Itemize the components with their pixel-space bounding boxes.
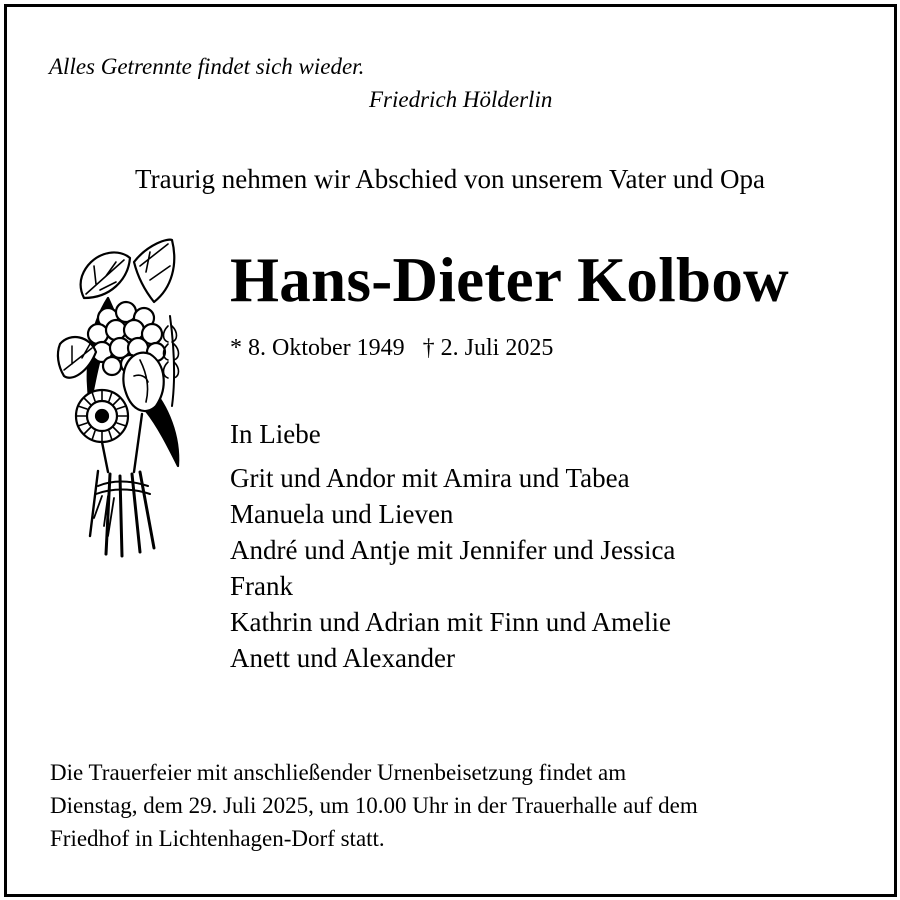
quote-text: Alles Getrennte findet sich wieder.: [49, 54, 365, 79]
ceremony-line: Dienstag, dem 29. Juli 2025, um 10.00 Uhr in der Trauerhalle auf dem: [50, 793, 698, 818]
love-line: In Liebe: [230, 419, 321, 449]
mourner-entry: Frank: [230, 571, 293, 601]
intro-text: Traurig nehmen wir Abschied von unserem Vater und Opa: [135, 164, 765, 194]
mourner-entry: Kathrin und Adrian mit Finn und Amelie: [230, 607, 671, 637]
life-dates: * 8. Oktober 1949 † 2. Juli 2025: [230, 335, 554, 361]
ceremony-line: Die Trauerfeier mit anschließender Urnenbeisetzung findet am: [50, 760, 627, 785]
mourner-entry: André und Antje mit Jennifer und Jessica: [230, 535, 676, 565]
flower-bouquet-icon: [50, 236, 200, 566]
quote-author: Friedrich Hölderlin: [369, 87, 553, 112]
mourner-entry: Manuela und Lieven: [230, 499, 454, 529]
mourners-list: [230, 460, 675, 676]
ceremony-info: [50, 756, 870, 855]
ceremony-line: Friedhof in Lichtenhagen-Dorf statt.: [50, 826, 385, 851]
mourner-entry: Grit und Andor mit Amira und Tabea: [230, 463, 630, 493]
deceased-name: Hans-Dieter Kolbow: [230, 245, 789, 315]
mourner-entry: Anett und Alexander: [230, 643, 455, 673]
